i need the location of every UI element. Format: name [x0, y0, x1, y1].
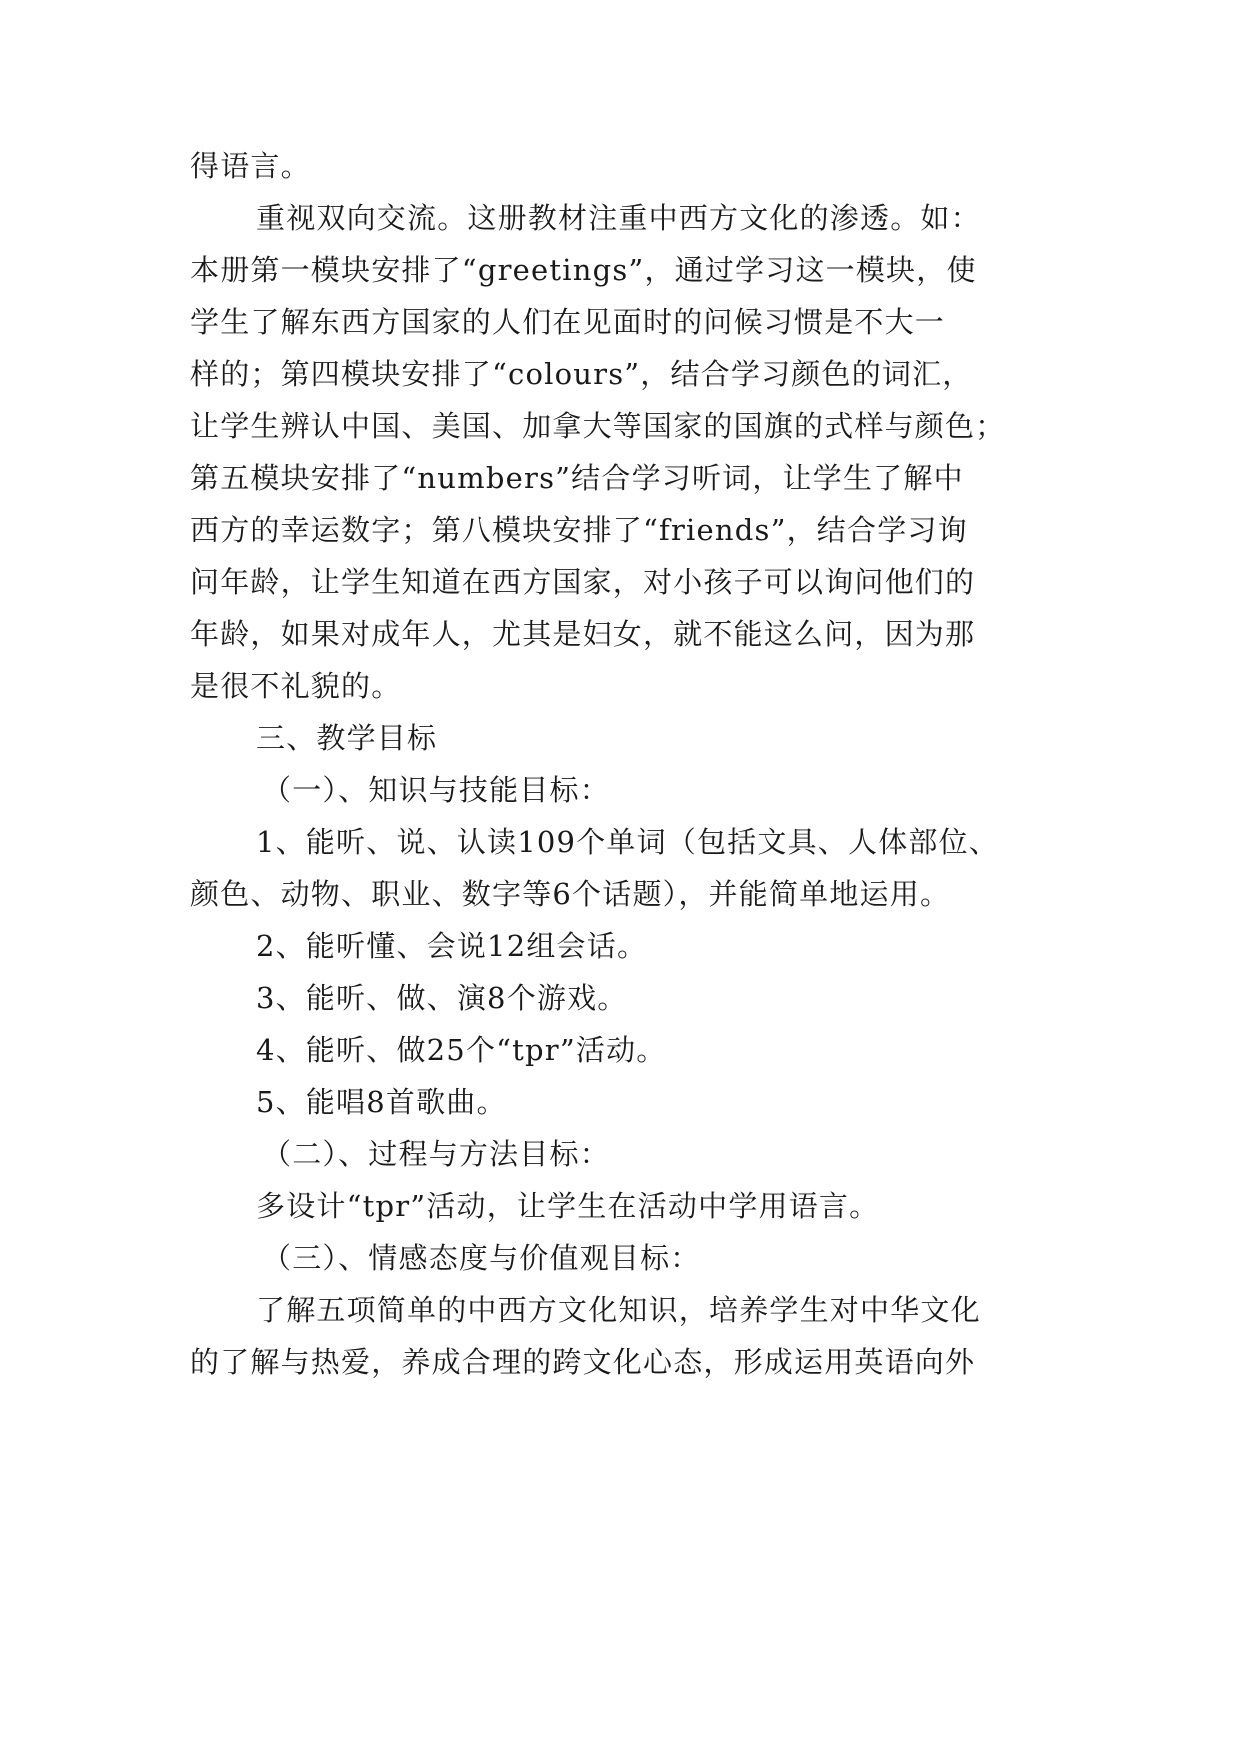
list-item: 3、能听、做、演8个游戏。 [256, 981, 628, 1015]
text-line: 学生了解东西方国家的人们在见面时的问候习惯是不大一 [190, 305, 946, 339]
text-line: 样的；第四模块安排了“colours”，结合学习颜色的词汇， [190, 357, 973, 391]
paragraph-start: 了解五项简单的中西方文化知识，培养学生对中华文化 [256, 1293, 981, 1327]
text-line: 年龄，如果对成年人，尤其是妇女，就不能这么问，因为那 [190, 617, 976, 651]
subsection-heading: （二）、过程与方法目标： [262, 1137, 610, 1171]
list-item: 2、能听懂、会说12组会话。 [256, 929, 648, 963]
text-line: 本册第一模块安排了“greetings”，通过学习这一模块，使 [190, 253, 977, 287]
text-line: 问年龄，让学生知道在西方国家，对小孩子可以询问他们的 [190, 565, 976, 599]
subsection-heading: （三）、情感态度与价值观目标： [262, 1241, 701, 1275]
subsection-heading: （一）、知识与技能目标： [262, 773, 610, 807]
text-line: 是很不礼貌的。 [190, 669, 402, 703]
paragraph-start: 重视双向交流。这册教材注重中西方文化的渗透。如： [256, 201, 981, 235]
text-line: 第五模块安排了“numbers”结合学习听词，让学生了解中 [190, 461, 964, 495]
text-line: 颜色、动物、职业、数字等6个话题），并能简单地运用。 [190, 877, 951, 911]
text-line: 的了解与热爱，养成合理的跨文化心态，形成运用英语向外 [190, 1345, 976, 1379]
text-line: 得语言。 [190, 149, 311, 183]
text-line: 西方的幸运数字；第八模块安排了“friends”，结合学习询 [190, 513, 968, 547]
list-item: 5、能唱8首歌曲。 [256, 1085, 507, 1119]
list-item: 4、能听、做25个“tpr”活动。 [256, 1033, 667, 1067]
text-line: 让学生辨认中国、美国、加拿大等国家的国旗的式样与颜色； [190, 409, 1006, 443]
list-item: 1、能听、说、认读109个单词（包括文具、人体部位、 [256, 825, 1000, 859]
section-heading: 三、教学目标 [256, 721, 438, 755]
paragraph-start: 多设计“tpr”活动，让学生在活动中学用语言。 [256, 1189, 880, 1223]
